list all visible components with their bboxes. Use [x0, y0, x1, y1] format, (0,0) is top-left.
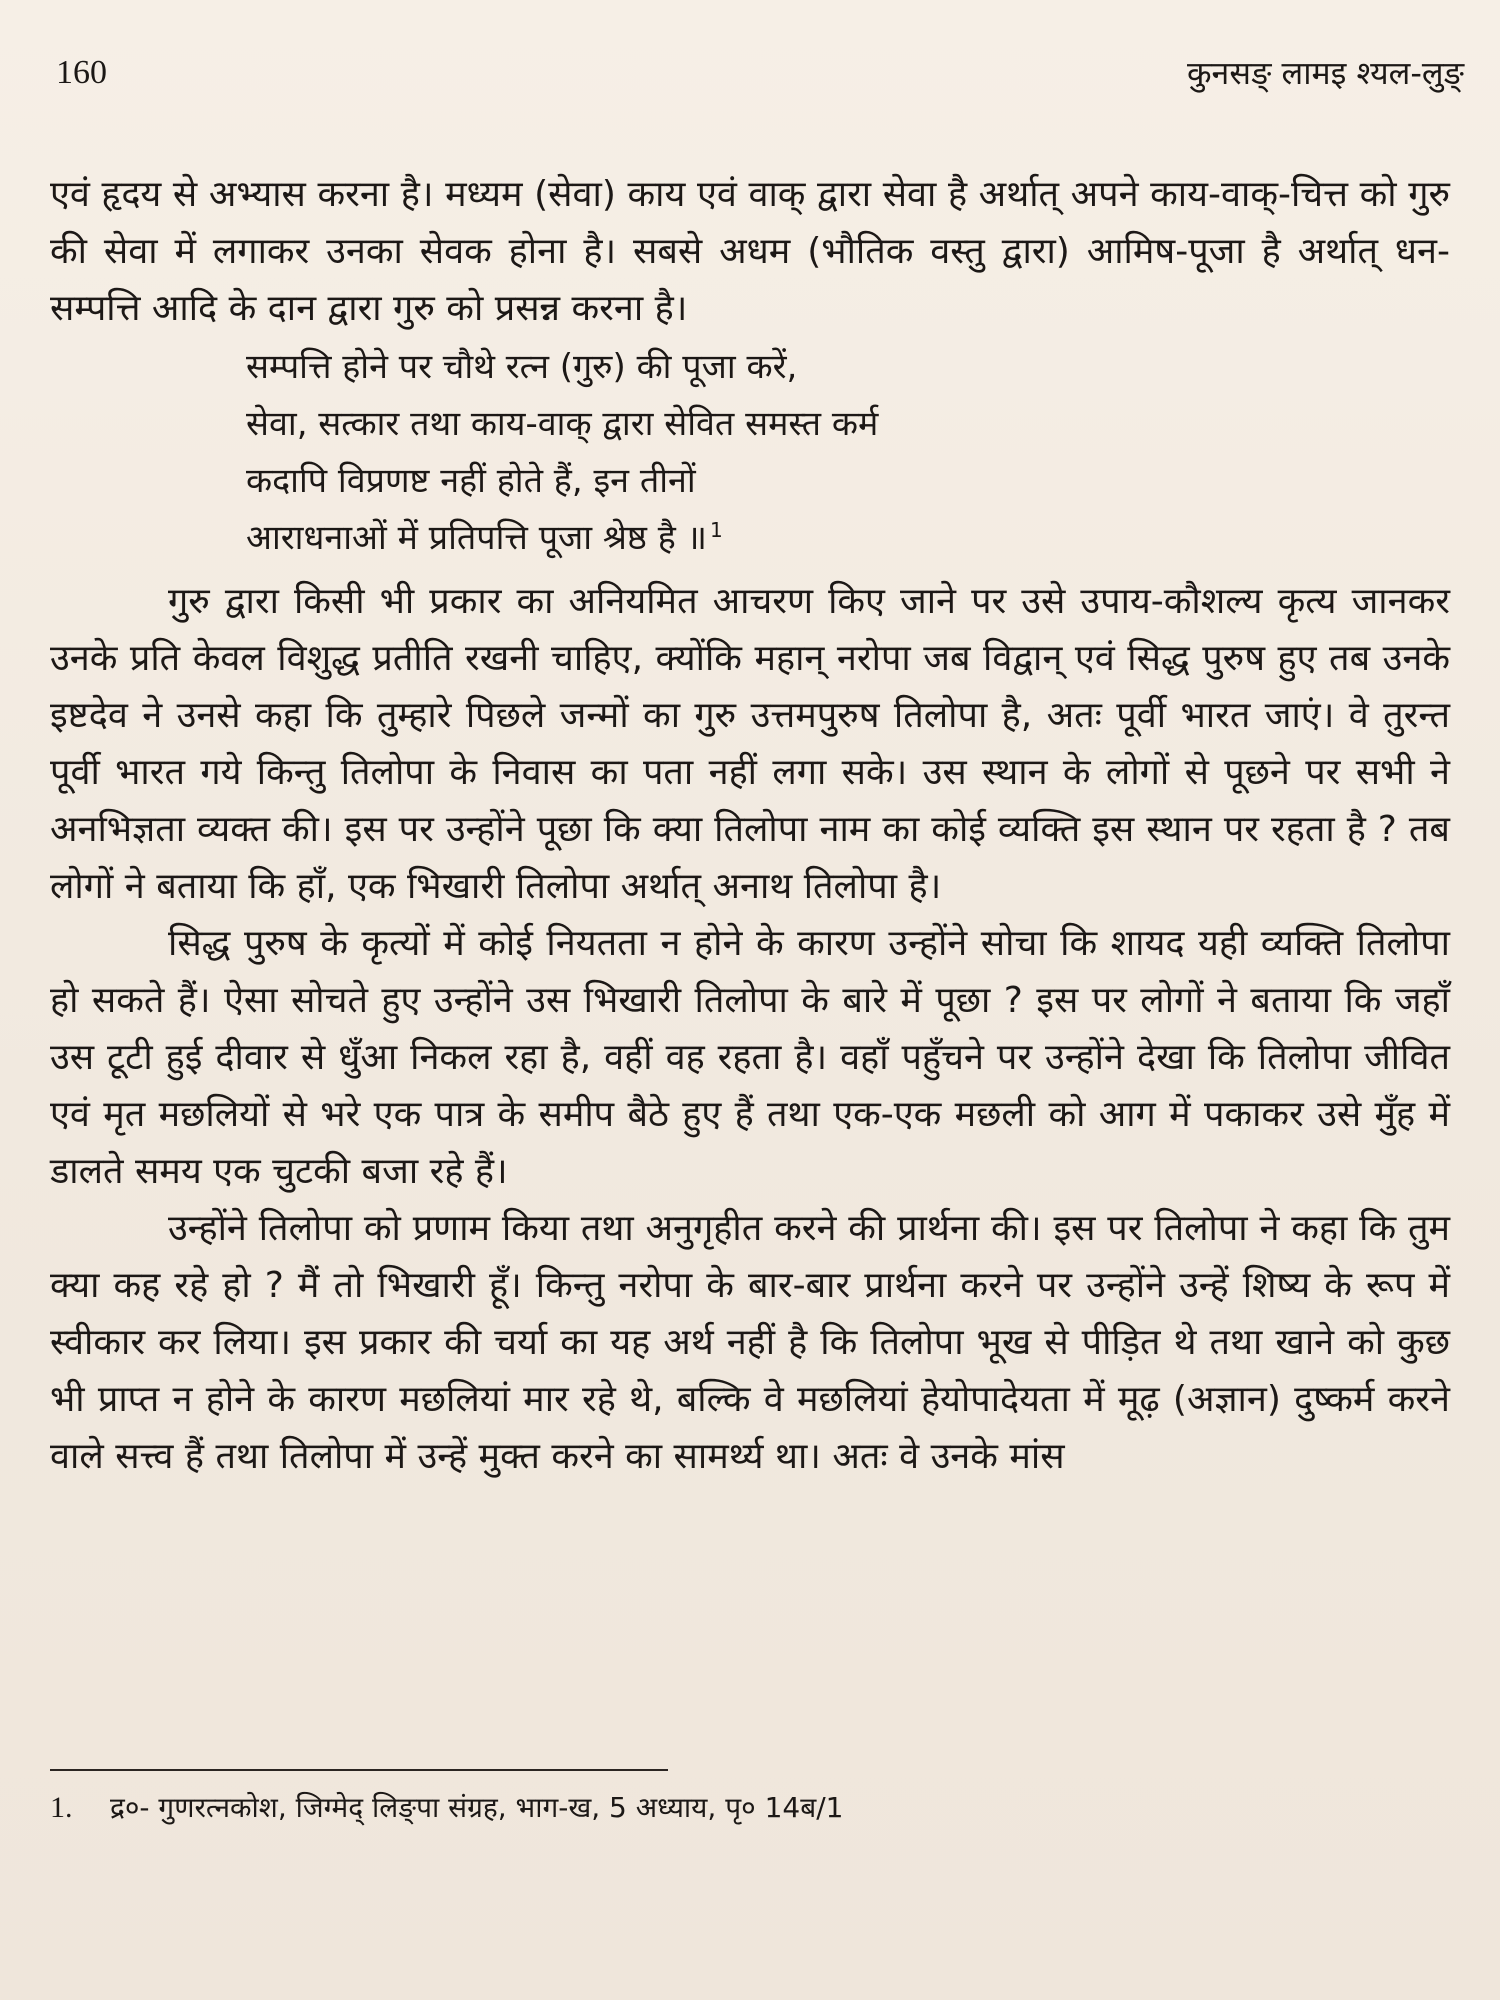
- running-header: [56, 48, 1464, 98]
- verse-line: कदापि विप्रणष्ट नहीं होते हैं, इन तीनों: [246, 461, 696, 501]
- footnote-number: 1.: [50, 1791, 73, 1824]
- main-text: [50, 166, 1450, 1485]
- paragraph: गुरु द्वारा किसी भी प्रकार का अनियमित आचरण किए जाने पर उसे उपाय-कौशल्य कृत्य जानकर उनके प्रति केवल विशुद्ध प्रतीति रखनी चाहिए, क्योंकि महान् नरोपा जब विद्वान् एवं सिद्ध पुरुष हुए तब उनके इष्टदेव ने उनसे कहा कि तुम्हारे पिछले जन्मों का गुरु उत्तमपुरुष तिलोपा है, अतः पूर्वी भारत जाएं। वे तुरन्त पूर्वी भारत गये किन्तु तिलोपा के निवास का पता नहीं लगा सके। उस स्थान के लोगों से पूछने पर सभी ने अनभिज्ञता व्यक्त की। इस पर उन्होंने पूछा कि क्या तिलोपा नाम का कोई व्यक्ति इस स्थान पर रहता है ? तब लोगों ने बताया कि हाँ, एक भिखारी तिलोपा अर्थात् अनाथ तिलोपा है।: [50, 581, 1450, 907]
- footnote-divider: [50, 1769, 668, 1771]
- running-title: कुनसङ् लामइ श्यल-लुङ्: [1186, 54, 1464, 92]
- paragraph: उन्होंने तिलोपा को प्रणाम किया तथा अनुगृहीत करने की प्रार्थना की। इस पर तिलोपा ने कहा कि तुम क्या कह रहे हो ? मैं तो भिखारी हूँ। किन्तु नरोपा के बार-बार प्रार्थना करने पर उन्होंने उन्हें शिष्य के रूप में स्वीकार कर लिया। इस प्रकार की चर्या का यह अर्थ नहीं है कि तिलोपा भूख से पीड़ित थे तथा खाने को कुछ भी प्राप्त न होने के कारण मछलियां मार रहे थे, बल्कि वे मछलियां हेयोपादेयता में मूढ़ (अज्ञान) दुष्कर्म करने वाले सत्त्व हैं तथा तिलोपा में उन्हें मुक्त करने का सामर्थ्य था। अतः वे उनके मांस: [50, 1208, 1450, 1477]
- verse-line-last: [246, 510, 1450, 567]
- footnote: [50, 1784, 1450, 1832]
- verse-line: सम्पत्ति होने पर चौथे रत्न (गुरु) की पूजा करें,: [246, 347, 798, 387]
- verse-line: सेवा, सत्कार तथा काय-वाक् द्वारा सेवित समस्त कर्म: [246, 404, 879, 444]
- paragraph: सिद्ध पुरुष के कृत्यों में कोई नियतता न होने के कारण उन्होंने सोचा कि शायद यही व्यक्ति तिलोपा हो सकते हैं। ऐसा सोचते हुए उन्होंने उस भिखारी तिलोपा के बारे में पूछा ? इस पर लोगों ने बताया कि जहाँ उस टूटी हुई दीवार से धुँआ निकल रहा है, वहीं वह रहता है। वहाँ पहुँचने पर उन्होंने देखा कि तिलोपा जीवित एवं मृत मछलियों से भरे एक पात्र के समीप बैठे हुए हैं तथा एक-एक मछली को आग में पकाकर उसे मुँह में डालते समय एक चुटकी बजा रहे हैं।: [50, 923, 1450, 1192]
- page-number: 160: [56, 54, 107, 91]
- paragraph-continued: एवं हृदय से अभ्यास करना है। मध्यम (सेवा) काय एवं वाक् द्वारा सेवा है अर्थात् अपने काय-वाक्-चित्त को गुरु की सेवा में लगाकर उनका सेवक होना है। सबसे अधम (भौतिक वस्तु द्वारा) आमिष-पूजा है अर्थात् धन-सम्पत्ति आदि के दान द्वारा गुरु को प्रसन्न करना है।: [50, 174, 1450, 329]
- footnote-text: द्र०- गुणरत्नकोश, जिग्मेद् लिङ्पा संग्रह, भाग-ख, 5 अध्याय, पृ० 14ब/1: [110, 1791, 844, 1824]
- verse-quotation: [246, 339, 1450, 567]
- verse-line-text: आराधनाओं में प्रतिपत्ति पूजा श्रेष्ठ है ॥: [246, 518, 707, 558]
- footnote-reference[interactable]: 1: [709, 517, 723, 542]
